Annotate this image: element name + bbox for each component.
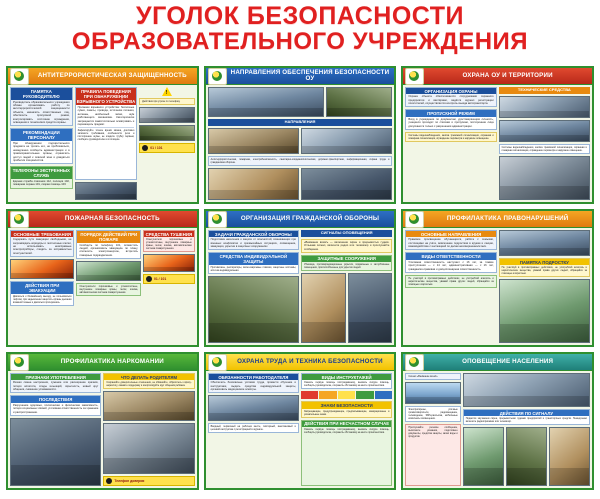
block-heading: СРЕДСТВА ТУШЕНИЯ — [145, 231, 193, 237]
text-block — [208, 373, 299, 393]
panel-antiterror-body — [8, 85, 197, 202]
panel-guard-territory-body — [403, 85, 592, 202]
emblem-icon — [208, 354, 227, 371]
block-text: Единая служба спасения 112, полиция 102, пожарная охрана 101, скорая помощь 103 — [13, 180, 70, 187]
color-orange — [319, 391, 336, 399]
text-block — [103, 373, 194, 389]
text-block — [405, 252, 496, 272]
block-text: Огнетушители порошковые и углекислотные, внутренние пожарные краны, песок, кошма, автоматическая система пожаротушения. — [79, 285, 138, 295]
block-text: Разрушение здоровья, психическая и физическая зависимость, потеря социальных связей, уголовная ответственность за хранение и распространение. — [13, 403, 99, 414]
block-text: Противогазы, респираторы, ватно-марлевые повязки, защитные костюмы, аптечка индивидуальная. — [210, 266, 296, 273]
block-text: Огнетушители порошковые и углекислотные, внутренние пожарные краны, песок, кошма, автоматическая система пожаротушения. — [145, 238, 192, 251]
block-heading: ПОРЯДОК ДЕЙСТВИЙ ПРИ ПОЖАРЕ — [77, 231, 139, 243]
panel-population-alert-header — [403, 354, 592, 371]
text-block — [301, 239, 392, 253]
panel-crime-prevention — [401, 209, 594, 347]
block-text: Оказать первую помощь пострадавшему, вызвать скорую помощь, сообщить руководителю, сохранить обстановку на месте происшествия. — [304, 381, 390, 388]
panel-fire-safety-header — [8, 211, 197, 228]
text-block — [301, 373, 392, 389]
color-yellow — [338, 391, 355, 399]
photo-protection-means — [301, 273, 346, 343]
photo-cctv-camera — [499, 96, 590, 118]
panel-guard-territory — [401, 66, 594, 204]
block-text: Прослушайте речевое сообщение, выполните указания, подготовьте документы, средства защиты, запас воды и продуктов. — [408, 426, 458, 438]
directions-banner: НАПРАВЛЕНИЯ — [208, 119, 393, 126]
photo-mobile-alert — [549, 427, 590, 486]
safety-sign-colors — [301, 391, 392, 399]
trust-phone-label: Телефон доверия — [114, 479, 145, 483]
tech-means-banner: ТЕХНИЧЕСКИЕ СРЕДСТВА — [499, 87, 590, 94]
block-text: Убежища, противорадиационные укрытия, подвальные и заглублённые помещения, приспособленные для укрытия людей. — [304, 263, 390, 270]
block-text: Не участвуй в противоправных действиях, не употребляй алкоголь и наркотические вещества, уважай права других людей, обращайся за помощью к взрослым. — [408, 276, 494, 286]
color-blue — [375, 391, 392, 399]
block-heading: ДЕЙСТВИЯ ПРИ НЕСЧАСТНОМ СЛУЧАЕ — [302, 421, 391, 427]
block-text: Признаки взрывного устройства: бесхозные сумки, пакеты, провода, источники питания, антенны, необычный запах, шум работающего механизма. Категорически запрещается самостоятельно осматривать и перемещать предмет. — [77, 106, 135, 126]
panel-crime-prevention-body — [403, 228, 592, 345]
photo-guard-post — [208, 168, 299, 200]
block-heading: ДЕЙСТВИЯ ПРИ ЭВАКУАЦИИ — [11, 282, 73, 294]
block-text: Двигаться к ближайшему выходу, не пользоваться лифтом, при задымлении защитить органы дыхания влажной тканью и двигаться пригнувшись. — [13, 294, 72, 304]
text-block — [405, 275, 496, 288]
block-heading: ПАМЯТКА ПОДРОСТКУ — [500, 259, 589, 265]
block-heading: ЗАДАЧИ ГРАЖДАНСКОЙ ОБОРОНЫ — [209, 231, 298, 237]
photo-formation — [301, 168, 392, 200]
divider — [78, 127, 135, 128]
photo-civil-defence-class — [208, 276, 299, 343]
photo-children-evacuation — [76, 261, 140, 281]
board-title-line-2: ОБРАЗОВАТЕЛЬНОГО УЧРЕЖДЕНИЯ — [71, 27, 529, 55]
panel-guard-territory-title: ОХРАНА ОУ И ТЕРРИТОРИИ — [462, 71, 553, 79]
photo-alert-system — [506, 427, 547, 486]
text-block — [405, 87, 496, 107]
panel-security-directions-header — [206, 68, 395, 85]
text-block — [405, 424, 460, 486]
text-block — [76, 283, 140, 296]
block-text: Зафиксируйте точное время звонка, дословно запишите требования, особенности речи и посторонние шумы, не кладите трубку первым, сообщите руководителю и в полицию. — [77, 129, 135, 142]
block-text: Вводный, первичный на рабочем месте, повторный, внеплановый и целевой инструктаж с регистрацией в журнале. — [210, 425, 296, 432]
photo-briefing — [326, 87, 392, 117]
photo-loudspeaker — [463, 427, 504, 486]
text-block — [10, 281, 74, 306]
text-block — [10, 373, 101, 393]
text-block — [75, 87, 138, 180]
text-block — [405, 132, 496, 142]
photo-fire-brigade — [143, 254, 195, 272]
panel-drug-prevention-title: ПРОФИЛАКТИКА НАРКОМАНИИ — [60, 357, 164, 365]
color-green — [356, 391, 373, 399]
text-block — [499, 144, 590, 154]
emblem-icon — [10, 354, 29, 371]
text-block — [301, 255, 392, 271]
panel-guard-territory-header — [403, 68, 592, 85]
emergency-phone-number: 01 / 101 — [150, 146, 163, 150]
text-block — [143, 230, 195, 252]
alert-signal-banner: СИГНАЛЫ ОПОВЕЩЕНИЯ — [301, 230, 392, 237]
text-block — [10, 166, 73, 188]
panel-crime-prevention-header — [403, 211, 592, 228]
block-text: Антитеррористическая, пожарная, электробезопасность, санитарно-эпидемиологическая, дорожно-транспортная, информационная, охрана труда и гражданская оборона. — [210, 157, 390, 164]
block-heading: ВИДЫ ИНСТРУКТАЖЕЙ — [302, 374, 391, 380]
block-text: Вход в учреждение по документам, удостоверяющим личность, учащиеся проходят по спискам и пропускам, посторонние лица допускаются только с разрешения администрации. — [408, 117, 494, 128]
phone-icon — [146, 276, 152, 282]
text-block — [405, 230, 496, 250]
block-text: Охрана объекта обеспечивается сотрудниками охранного предприятия и вахтёрами, ведётся журнал регистрации посетителей, осуществляется контроль въезда автотранспорта. — [408, 95, 494, 106]
panel-fire-safety — [6, 209, 199, 347]
block-heading: Действия при угрозе по телефону — [142, 100, 180, 103]
block-heading: ПРОПУСКНОЙ РЕЖИМ — [406, 110, 495, 116]
block-text: Системы видеонаблюдения, кнопка тревожной сигнализации, охранная и пожарная сигнализация, ограждение периметра и наружное освещение. — [501, 145, 588, 152]
text-block — [405, 373, 460, 380]
photo-siren — [405, 382, 460, 404]
panel-civil-defence-header — [206, 211, 395, 228]
panel-labour-safety — [204, 352, 397, 490]
emergency-phone — [139, 143, 194, 153]
block-text: Подготовка населения к защите от опасностей, возникающих при военных конфликтах и чрезвычайных ситуациях, оповещение, эвакуация, укрытие в защитных сооружениях. — [210, 238, 296, 249]
photo-anti-drug-action — [103, 423, 194, 474]
panel-labour-safety-title: ОХРАНА ТРУДА И ТЕХНИКА БЕЗОПАСНОСТИ — [237, 357, 383, 365]
block-heading: ОРГАНИЗАЦИЯ ОХРАНЫ — [406, 88, 495, 94]
block-heading: ОСНОВНЫЕ ТРЕБОВАНИЯ — [11, 231, 73, 237]
block-text: Сохраняйте доверительные отношения, не обвиняйте, обратитесь к врачу-наркологу, окажите поддержку и контролируйте круг общения ребёнка. — [106, 381, 192, 388]
panel-crime-prevention-title: ПРОФИЛАКТИКА ПРАВОНАРУШЕНИЙ — [446, 214, 569, 222]
photo-patrol-car — [208, 128, 299, 154]
photo-territory-check — [139, 125, 194, 141]
photo-entrance-guard — [208, 87, 324, 117]
text-block — [208, 230, 299, 250]
block-text: Уголовная ответственность наступает с 16 лет, за тяжкие преступления — с 14 лет, административная — с 16 лет, гражданско-правовая и дисциплинарная ответственность. — [408, 260, 494, 271]
phone-icon — [106, 478, 112, 484]
color-red — [301, 391, 318, 399]
photo-training-evacuation — [348, 273, 393, 343]
panel-civil-defence-body — [206, 228, 395, 345]
block-text: Системы видеонаблюдения, кнопка тревожной сигнализации, охранная и пожарная сигнализация, ограждение периметра и наружное освещение. — [408, 133, 494, 140]
photo-dispatcher — [463, 373, 590, 407]
fire-phone — [143, 274, 195, 284]
text-block — [76, 230, 140, 259]
panel-security-directions — [204, 66, 397, 204]
text-block — [208, 156, 393, 166]
block-heading: ЗНАКИ БЕЗОПАСНОСТИ — [302, 402, 391, 408]
photo-evacuation — [139, 107, 194, 123]
emblem-icon — [10, 68, 29, 85]
block-text: Резкая смена настроения, сужение или расширение зрачков, потеря аппетита, следы инъекций, скрытность, новый круг общения, снижение успеваемости. — [13, 381, 99, 392]
block-text: «Внимание всем!» — включение сирен и прерывистых гудков. Услышав сигнал, включите радио или телевизор и прослушайте сообщение. — [304, 240, 390, 251]
panel-population-alert-title: ОПОВЕЩЕНИЕ НАСЕЛЕНИЯ — [462, 357, 554, 365]
block-text: Сообщить по телефону 101, оповестить людей, организовать эвакуацию по плану, отключить электроэнергию, встретить пожарные подразделения. — [79, 243, 138, 257]
block-heading: РЕКОМЕНДАЦИИ ПЕРСОНАЛУ — [11, 129, 72, 141]
panel-population-alert-body — [403, 371, 592, 488]
board-title — [0, 4, 600, 54]
photo-teenagers — [10, 418, 101, 486]
panel-antiterror-title: АНТИТЕРРОРИСТИЧЕСКАЯ ЗАЩИЩЕННОСТЬ — [37, 71, 187, 79]
panel-antiterror — [6, 66, 199, 204]
panel-drug-prevention-body — [8, 371, 197, 488]
panel-fire-safety-body — [8, 228, 197, 345]
text-block — [10, 128, 73, 164]
block-text: При обнаружении подозрительного предмета не трогать его, не приближаться, немедленно сообщить администрации и в правоохранительные органы, ограничить доступ людей к опасной зоне и дождаться прибытия специалистов. — [13, 142, 70, 162]
block-heading: Сигнал «Внимание всем!» — [408, 375, 438, 378]
photo-school-assembly — [499, 279, 590, 343]
block-text: Обеспечить безопасные условия труда, провести обучение и инструктажи, выдать средства индивидуальной защиты, организовать медицинские осмотры. — [210, 381, 296, 392]
photo-extinguishing — [10, 259, 74, 279]
photo-psychologist-talk — [103, 391, 194, 421]
panel-security-directions-title: НАПРАВЛЕНИЯ ОБЕСПЕЧЕНИЯ БЕЗОПАСНОСТИ ОУ — [230, 68, 390, 82]
block-heading: ПРИЗНАКИ УПОТРЕБЛЕНИЯ — [11, 374, 100, 380]
panel-drug-prevention — [6, 352, 199, 490]
block-heading: ОБЯЗАННОСТИ РАБОТОДАТЕЛЯ — [209, 374, 298, 380]
block-text: Запрещающие, предупреждающие, предписывающие, эвакуационные и указательные знаки. — [304, 409, 390, 416]
panel-civil-defence-title: ОРГАНИЗАЦИЯ ГРАЖДАНСКОЙ ОБОРОНЫ — [240, 214, 380, 222]
block-text: Руководитель образовательного учреждения обязан организовать работу по антитеррористической защищенности объекта, назначить ответственных лиц, обеспечить пропускной режим, контролировать состояние ограждения, освещения и технических средств охраны. — [13, 100, 70, 124]
block-text: Правовое просвещение обучающихся, работа с семьями, состоящими на учёте, вовлечение подростков в кружки и секции, взаимодействие с инспекцией по делам несовершеннолетних. — [408, 238, 494, 249]
fire-phone-number: 01 / 101 — [153, 277, 167, 282]
block-heading: ПАМЯТКА РУКОВОДИТЕЛЮ — [11, 88, 72, 100]
photo-inspector-talk — [499, 230, 590, 256]
warning-triangle-icon — [162, 87, 172, 96]
panel-population-alert — [401, 352, 594, 490]
phone-icon — [142, 145, 148, 151]
trust-phone — [103, 476, 194, 486]
block-heading: ОСНОВНЫЕ НАПРАВЛЕНИЯ — [406, 231, 495, 237]
block-heading: ЧТО ДЕЛАТЬ РОДИТЕЛЯМ — [104, 374, 193, 380]
panel-fire-safety-title: ПОЖАРНАЯ БЕЗОПАСНОСТЬ — [64, 214, 160, 222]
text-block — [10, 395, 101, 415]
text-block — [301, 401, 392, 417]
emblem-icon — [405, 211, 424, 228]
emblem-icon — [405, 68, 424, 85]
photo-workplace-briefing — [208, 395, 299, 421]
panel-grid — [6, 66, 594, 494]
text-block — [463, 409, 590, 425]
emblem-icon — [10, 211, 29, 228]
text-block — [10, 87, 73, 126]
photo-monitoring-post — [499, 156, 590, 200]
text-block — [208, 423, 299, 433]
emblem-icon — [208, 211, 227, 228]
photo-drill — [301, 128, 392, 154]
text-block — [139, 98, 194, 105]
photo-suspicious-object — [75, 182, 138, 200]
text-block — [10, 230, 74, 257]
panel-labour-safety-header — [206, 354, 395, 371]
panel-drug-prevention-header — [8, 354, 197, 371]
block-text: Содержать пути эвакуации свободными, не загромождать коридоры и лестничные клетки, не использовать неисправные электроприборы, следить за исправностью огнетушителей. — [13, 238, 72, 255]
block-heading: ТЕЛЕФОНЫ ЭКСТРЕННЫХ СЛУЖБ — [12, 167, 70, 179]
block-heading: ДЕЙСТВИЯ ПО СИГНАЛУ — [464, 410, 589, 416]
photo-turnstile — [499, 120, 590, 142]
emblem-icon — [405, 354, 424, 371]
panel-civil-defence — [204, 209, 397, 347]
block-heading: ПРАВИЛА ПОВЕДЕНИЯ ПРИ ОБНАРУЖЕНИИ ВЗРЫВНОГО УСТРОЙСТВА — [76, 88, 136, 105]
panel-security-directions-body — [206, 85, 395, 202]
text-block — [405, 406, 460, 422]
text-block — [499, 258, 590, 277]
block-text: Не участвуй в противоправных действиях, не употребляй алкоголь и наркотические вещества, уважай права других людей, обращайся за помощью к взрослым. — [501, 266, 588, 276]
block-heading: ЗАЩИТНЫЕ СООРУЖЕНИЯ — [302, 256, 391, 262]
block-text: Электросирены, уличные громкоговорители, радиовещание, телевидение, SMS-рассылка, мобильные комплексы оповещения. — [408, 408, 458, 420]
block-text: Оказать первую помощь пострадавшему, вызвать скорую помощь, сообщить руководителю, сохранить обстановку на месте происшествия. — [304, 428, 390, 435]
text-block — [301, 420, 392, 486]
block-heading: ВИДЫ ОТВЕТСТВЕННОСТИ — [406, 253, 495, 259]
text-block — [405, 109, 496, 129]
emblem-icon — [208, 68, 227, 85]
block-heading: ПОСЛЕДСТВИЯ — [11, 396, 100, 402]
panel-labour-safety-body — [206, 371, 395, 488]
block-heading: СРЕДСТВА ИНДИВИДУАЛЬНОЙ ЗАЩИТЫ — [209, 253, 298, 265]
text-block — [208, 252, 299, 274]
panel-antiterror-header — [8, 68, 197, 85]
block-text: Подаётся звучанием сирен, прерывистыми гудками предприятий и транспортных средств. Немедленно включите радиоприёмник или телевизор. — [465, 417, 587, 424]
board-title-line-1: УГОЛОК БЕЗОПАСНОСТИ — [136, 2, 464, 30]
